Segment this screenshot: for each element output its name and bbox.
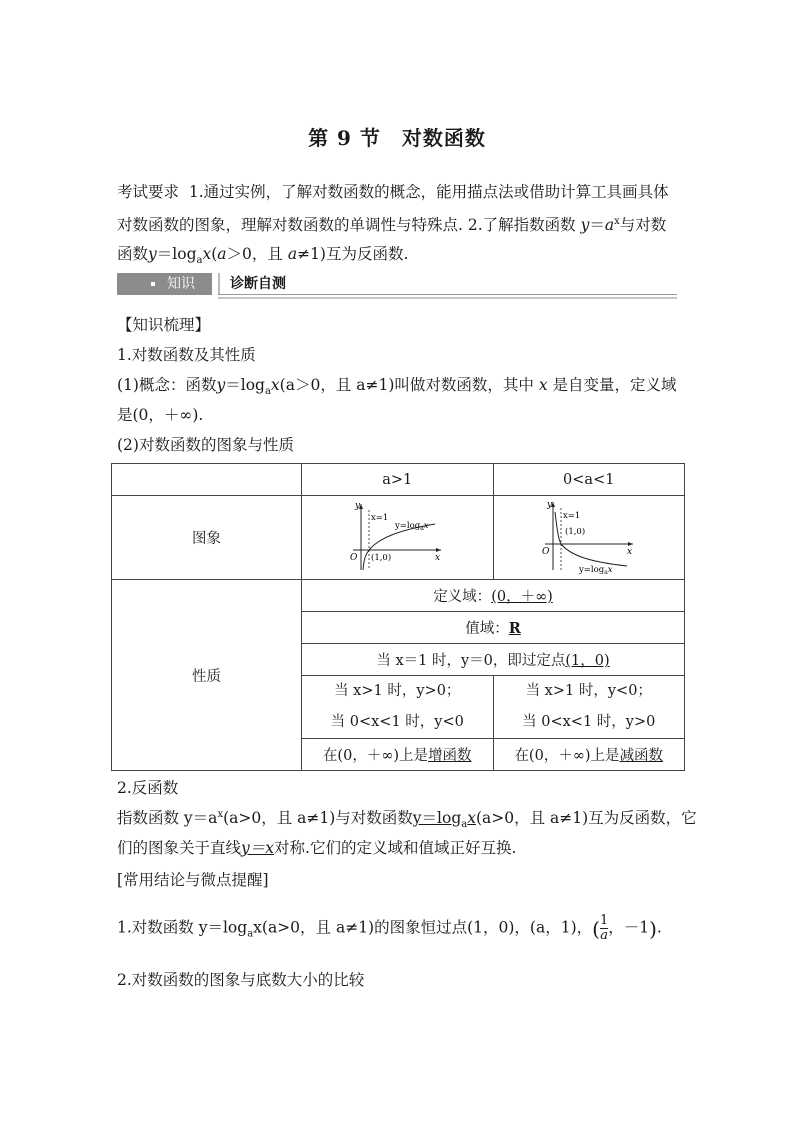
svg-text:x=1: x=1 — [562, 510, 581, 521]
requirements-text-1: 1.通过实例，了解对数函数的概念，能用描点法或借助计算工具画具体对数函数的图象，理解对数函数的单调性与特殊点. 2.了解指数函数 — [117, 183, 669, 235]
page-title: 第 9 节 对数函数 — [308, 126, 486, 150]
monotonic-left-cell: 在(0，＋∞)上是增函数 — [302, 739, 493, 771]
svg-text:O: O — [541, 546, 550, 557]
requirements-text-2: 与对数函数 — [117, 216, 667, 264]
fixed-point-cell: 当 x＝1 时，y＝0，即过定点(1，0) — [302, 644, 685, 676]
bullet-icon — [151, 282, 155, 286]
requirements-text-3: 互为反函数. — [325, 245, 409, 264]
section-banner — [117, 273, 677, 295]
svg-text:y=logax: $y=\log_ax$ — [395, 520, 429, 532]
requirements-label: 考试要求 — [117, 183, 180, 201]
section-2-title: 2.反函数 — [117, 779, 179, 797]
concept-line-2: 是(0，＋∞). — [117, 406, 204, 424]
inverse-line-2: 们的图象关于直线y＝x对称.它们的定义域和值域正好互换. — [117, 839, 517, 857]
range-cell: 值域：R — [302, 612, 685, 644]
props-row-label: 性质 — [112, 580, 302, 771]
log-properties-table — [111, 463, 685, 771]
section-1-title: 1.对数函数及其性质 — [117, 346, 256, 364]
log-graph-increasing — [347, 498, 447, 574]
svg-text:x=1: x=1 — [371, 512, 389, 523]
conclusion-1: 1.对数函数 $y=\log_ax(a>0$，且 a≠1)的图象恒过点(1，0)，(a，1)，( $\frac{1}{a}$ ，－1). — [117, 913, 662, 943]
header-a-gt-1: a>1 — [302, 464, 493, 496]
graph-decreasing — [493, 496, 685, 580]
svg-text:x: x — [626, 546, 632, 557]
svg-text:y=logax: $y=\log_ax$ — [578, 564, 613, 574]
svg-text:(1,0): (1,0) — [564, 526, 585, 537]
banner-rule — [218, 294, 677, 295]
svg-text:O: O — [350, 552, 358, 563]
inverse-line-1: 指数函数 $y=a^x(a>0$，且 a≠1)与对数函数$y=\log_ax(a>0$，且 a≠1)互为反函数，它 — [117, 808, 697, 831]
banner-rule-2 — [218, 297, 677, 299]
header-a-lt-1: 0<a<1 — [493, 464, 685, 496]
domain-cell: 定义域：(0，＋∞) — [302, 580, 685, 612]
graph-increasing — [302, 496, 493, 580]
svg-text:x: x — [435, 552, 441, 563]
conclusion-2: 2.对数函数的图象与底数大小的比较 — [117, 971, 365, 989]
table-corner — [112, 464, 302, 496]
svg-text:y: y — [546, 499, 552, 510]
banner-label: 诊断自测 — [218, 273, 286, 295]
monotonic-right-cell: 在(0，＋∞)上是减函数 — [493, 739, 685, 771]
conclusions-heading: [常用结论与微点提醒] — [117, 871, 269, 889]
svg-text:y: y — [355, 500, 361, 511]
svg-text:(1,0): (1,0) — [371, 552, 392, 563]
graph-props-heading: (2)对数函数的图象与性质 — [117, 436, 294, 454]
sign-left-cell: 当 x>1 时，y>0； 当 0<x<1 时，y<0 — [302, 676, 493, 739]
banner-tag: 知识 — [117, 273, 212, 295]
log-graph-decreasing — [539, 498, 639, 574]
graph-row-label: 图象 — [112, 496, 302, 580]
knowledge-heading: 【知识梳理】 — [117, 316, 211, 334]
sign-right-cell: 当 x>1 时，y<0； 当 0<x<1 时，y>0 — [493, 676, 685, 739]
concept-line: (1)概念：函数$y=\log_ax(a>0$，且 a≠1)叫做对数函数，其中 x 是自变量，定义域 — [117, 376, 677, 398]
exam-requirements: 考试要求 1.通过实例，了解对数函数的概念，能用描点法或借助计算工具画具体对数函数的图象，理解对数函数的单调性与特殊点. 2.了解指数函数 $y=a^x$与对数函数$y=\log_ax(a>0$，且 a≠1)互为反函数. — [117, 183, 669, 267]
